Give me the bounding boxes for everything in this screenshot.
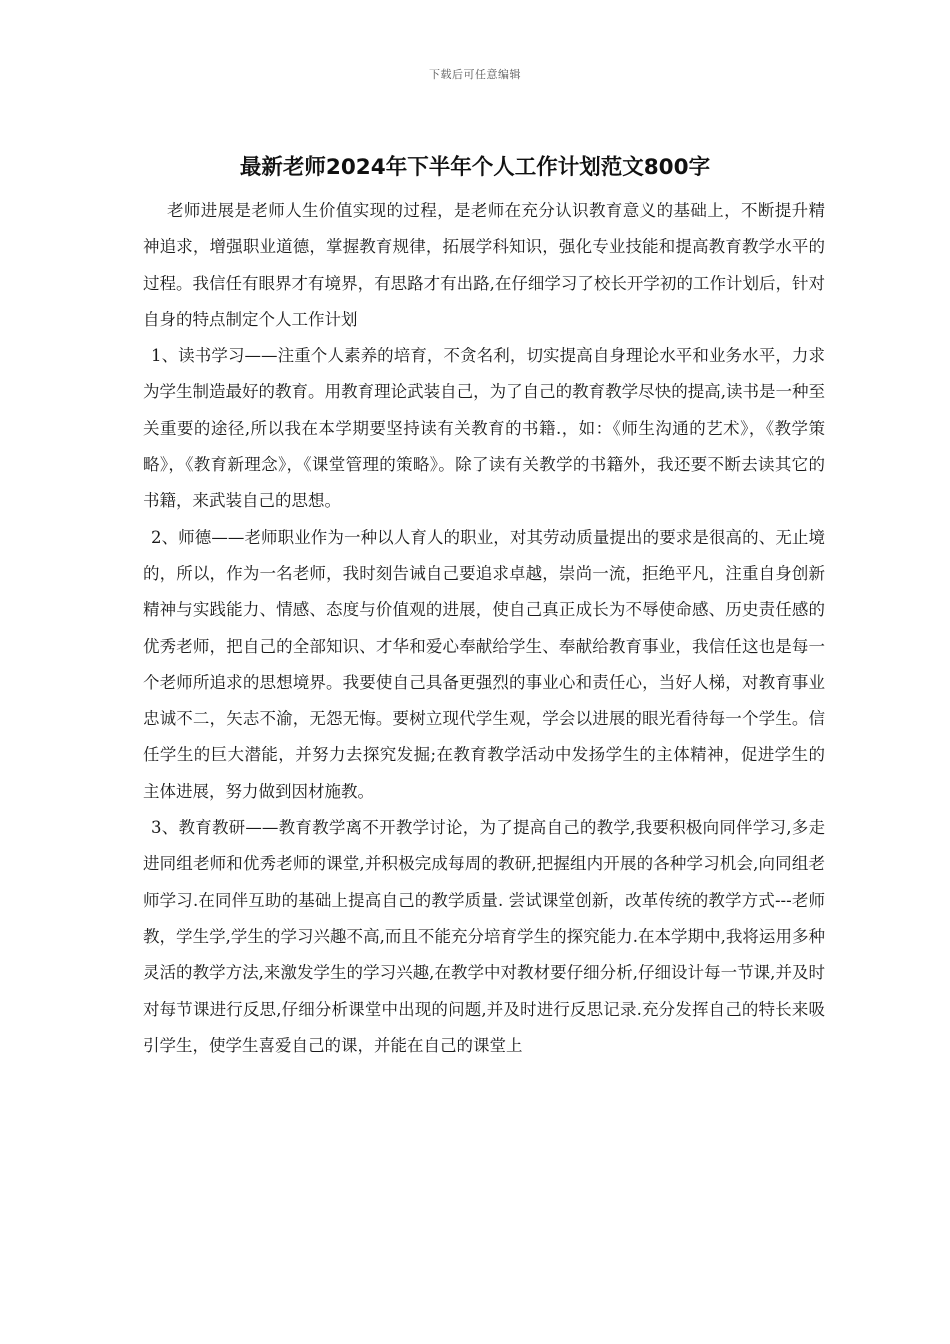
teacher-ethics-paragraph: 2、师德——老师职业作为一种以人育人的职业，对其劳动质量提出的要求是很高的、无止境的，所以，作为一名老师，我时刻告诫自己要追求卓越，崇尚一流，拒绝平凡，注重自身创新精神与实践能力、情感、态度与价值观的进展，使自己真正成长为不辱使命感、历史责任感的优秀老师，把自己的全部知识、才华和爱心奉献给学生、奉献给教育事业，我信任这也是每一个老师所追求的思想境界。我要使自己具备更强烈的事业心和责任心，当好人梯，对教育事业忠诚不二，矢志不渝，无怨无悔。要树立现代学生观，学会以进展的眼光看待每一个学生。信任学生的巨大潜能，并努力去探究发掘;在教育教学活动中发扬学生的主体精神，促进学生的主体进展，努力做到因材施教。	[143, 527, 825, 801]
document-title: 最新老师2024年下半年个人工作计划范文800字	[239, 155, 711, 180]
reading-study-paragraph: 1、读书学习——注重个人素养的培育，不贪名利，切实提高自身理论水平和业务水平，力求为学生制造最好的教育。用教育理论武装自己，为了自己的教育教学尽快的提高,读书是一种至关重要的途径,所以我在本学期要坚持读有关教育的书籍.，如：《师生沟通的艺术》，《教学策略》，《教育新理念》，《课堂管理的策略》。除了读有关教学的书籍外，我还要不断去读其它的书籍，来武装自己的思想。	[143, 346, 825, 511]
intro-paragraph: 老师进展是老师人生价值实现的过程，是老师在充分认识教育意义的基础上，不断提升精神追求，增强职业道德，掌握教育规律，拓展学科知识，强化专业技能和提高教育教学水平的过程。我信任有眼界才有境界，有思路才有出路,在仔细学习了校长开学初的工作计划后，针对自身的特点制定个人工作计划	[143, 201, 825, 329]
header-note: 下载后可任意编辑	[429, 68, 521, 81]
teaching-research-paragraph: 3、教育教研——教育教学离不开教学讨论，为了提高自己的教学,我要积极向同伴学习,多走进同组老师和优秀老师的课堂,并积极完成每周的教研,把握组内开展的各种学习机会,向同组老师学习.在同伴互助的基础上提高自己的教学质量. 尝试课堂创新，改革传统的教学方式---老师教，学生学,学生的学习兴趣不高,而且不能充分培育学生的探究能力.在本学期中,我将运用多种灵活的教学方法,来激发学生的学习兴趣,在教学中对教材要仔细分析,仔细设计每一节课,并及时对每节课进行反思,仔细分析课堂中出现的问题,并及时进行反思记录.充分发挥自己的特长来吸引学生，使学生喜爱自己的课，并能在自己的课堂上	[143, 818, 825, 1055]
document-body	[143, 193, 825, 1064]
